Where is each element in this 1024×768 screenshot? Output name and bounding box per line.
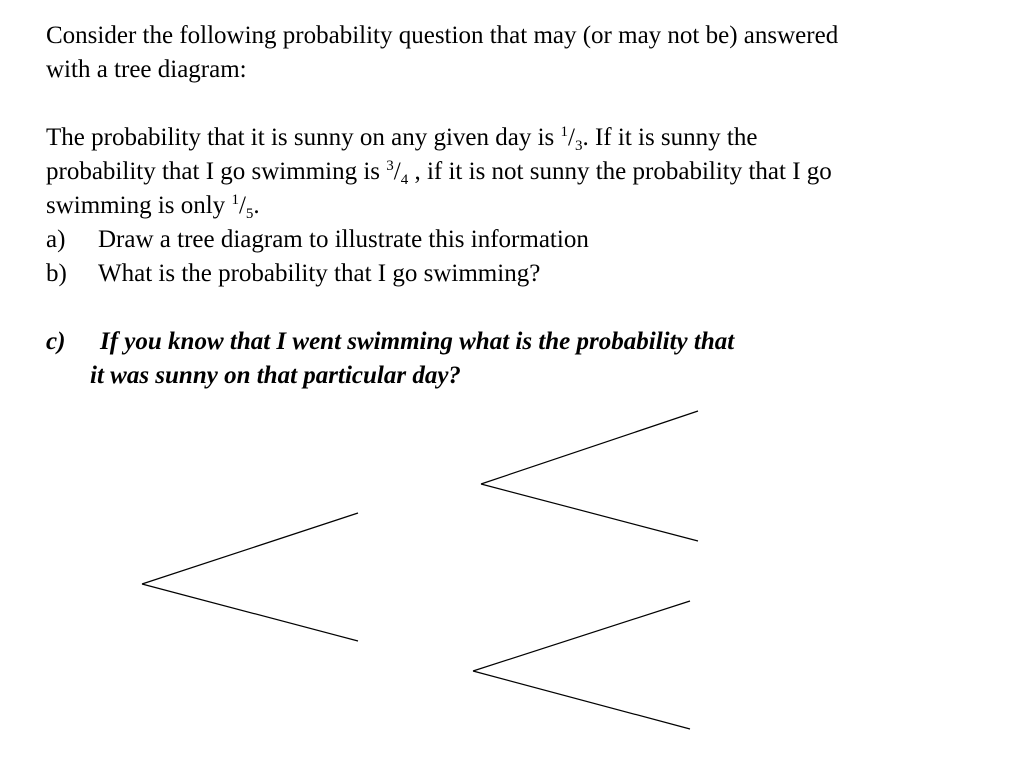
question-c [46, 325, 976, 393]
fraction-slash: / [238, 192, 246, 219]
branch-upper-bottom [481, 484, 698, 541]
branch-first-upper [142, 513, 358, 584]
swim-if-not-sunny-denominator: 5 [245, 206, 254, 222]
intro-line-1: Consider the following probability question that may (or may not be) answered [46, 22, 839, 49]
problem-text [46, 19, 976, 393]
question-c-item [46, 325, 976, 393]
branch-first-lower [142, 584, 358, 641]
sunny-probability-denominator: 3 [574, 138, 583, 154]
intro-paragraph [46, 19, 976, 87]
paragraph-spacer [46, 87, 976, 121]
swim-if-sunny-denominator: 4 [400, 172, 409, 188]
problem-line-3-text: swimming is only [46, 192, 232, 219]
problem-line-2-end: , if it is not sunny the probability that I go [408, 158, 832, 185]
fraction-slash: / [568, 124, 575, 151]
branch-lower-bottom [473, 671, 690, 729]
sunny-probability-numerator: 1 [560, 124, 569, 140]
swim-if-not-sunny-numerator: 1 [231, 192, 239, 208]
intro-line-2: with a tree diagram: [46, 56, 247, 83]
problem-line-1-text: The probability that it is sunny on any given day is [46, 124, 561, 151]
question-c-line-1: If you know that I went swimming what is the probability that [100, 328, 735, 355]
question-a-text: Draw a tree diagram to illustrate this information [98, 226, 589, 253]
branch-upper-top [481, 411, 698, 484]
problem-line-3-end: . [253, 192, 260, 219]
problem-line-1-end: . If it is sunny the [582, 124, 758, 151]
question-c-line-2: it was sunny on that particular day? [90, 362, 461, 389]
fraction-slash: / [393, 158, 401, 185]
question-b [46, 257, 976, 291]
problem-line-2-text: probability that I go swimming is [46, 158, 387, 185]
question-b-text: What is the probability that I go swimming? [98, 260, 541, 287]
question-c-marker: c) [46, 328, 66, 355]
question-a [46, 223, 976, 257]
problem-statement [46, 121, 976, 223]
paragraph-spacer [46, 291, 976, 325]
branch-lower-top [473, 601, 690, 671]
swim-if-sunny-numerator: 3 [386, 158, 394, 174]
question-b-marker: b) [46, 260, 67, 287]
question-a-marker: a) [46, 226, 66, 253]
